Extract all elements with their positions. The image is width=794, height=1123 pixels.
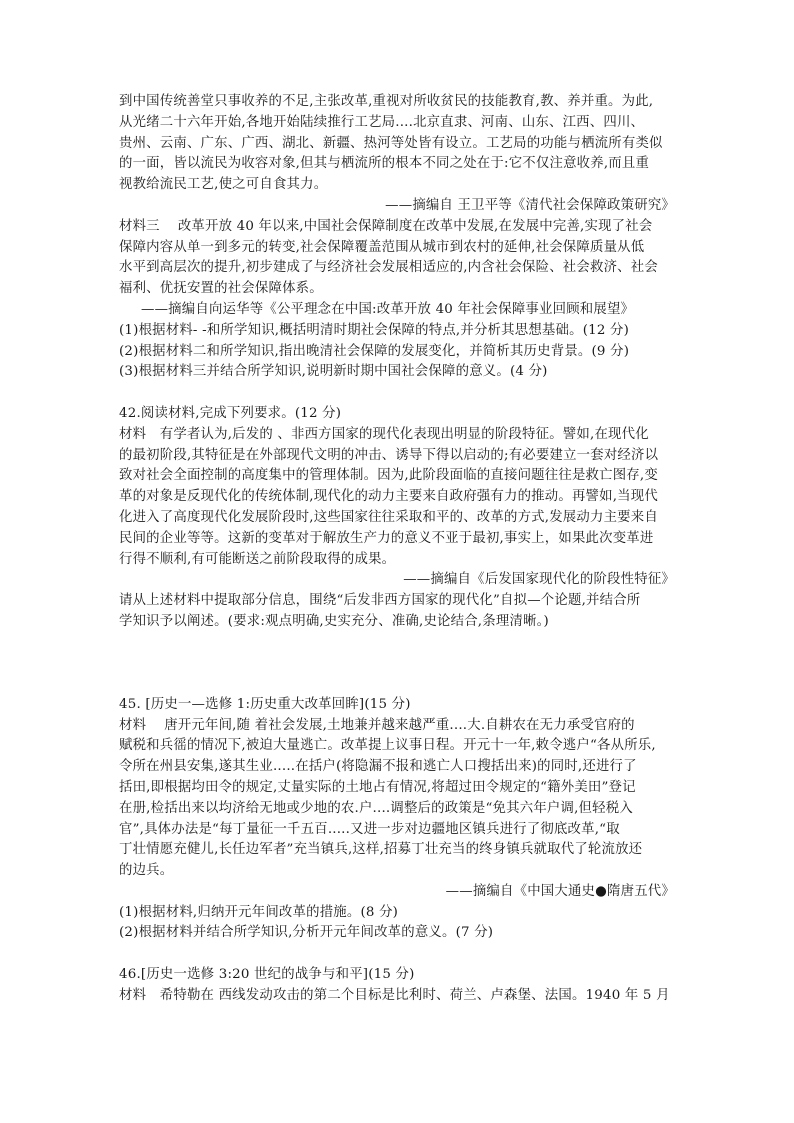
source-citation: ——摘编自《后发国家现代化的阶段性特征》 <box>403 572 675 588</box>
text-line: 材料三 改革开放 40 年以来,中国社会保障制度在改革中发展,在发展中完善,实现了社会 <box>119 218 653 234</box>
text-line: 化进入了高度现代化发展阶段时,这些国家往往采取和平的、改革的方式,发展动力主要来自 <box>119 509 658 525</box>
spacer <box>119 633 675 695</box>
text-line: 赋税和兵徭的情况下,被迫大量逃亡。改革提上议事日程。开元十一年,敕令逃户“各从所乐, <box>119 738 656 754</box>
question-item: (2)根据材料并结合所学知识,分析开元年间改革的意义。(7 分) <box>119 925 494 941</box>
text-line: 令所在州县安集,遂其生业.....在括户(将隐漏不报和逃亡人口搜括出来)的同时,还进行了 <box>119 759 637 775</box>
question-item: (3)根据材料三并结合所学知识,说明新时期中国社会保障的意义。(4 分) <box>119 364 548 380</box>
text-line: 的一面，皆以流民为收容对象,但其与栖流所的根本不同之处在于:它不仅注意收养,而且重 <box>119 156 650 172</box>
question-item: (2)根据材料二和所学知识,指出晚清社会保障的发展变化，并简析其历史背景。(9 分) <box>119 343 630 359</box>
question-46 <box>119 965 675 1007</box>
text-line: 水平到高层次的提升,初步建成了与经济社会发展相适应的,内含社会保险、社会救济、社会 <box>119 260 658 276</box>
text-line: 民间的企业等等。这新的变革对于解放生产力的意义不亚于最初,事实上，如果此次变革进 <box>119 530 654 546</box>
spacer <box>119 383 675 404</box>
text-line: 贵州、云南、广东、广西、湖北、新疆、热河等处皆有设立。工艺局的功能与栖流所有类似 <box>119 135 663 151</box>
text-line: 的边兵。 <box>119 863 174 879</box>
text-line: 的最初阶段,其特征是在外部现代文明的冲击、诱导下得以启动的;有必要建立一套对经济以 <box>119 447 659 463</box>
text-line: 材料 唐开元年间,随 着社会发展,土地兼并越来越严重....大.自耕农在无力承受官府的 <box>119 717 635 733</box>
document-page <box>119 92 675 1007</box>
question-header: 45. [历史一—选修 1:历史重大改革回眸](15 分) <box>119 696 411 712</box>
text-line: 行得不顺利,有可能断送之前阶段取得的成果。 <box>119 551 396 567</box>
text-line: 到中国传统善堂只事收养的不足,主张改革,重视对所收贫民的技能教育,教、养并重。为此, <box>119 94 654 109</box>
text-line: 福利、优抚安置的社会保障体系。 <box>119 281 323 297</box>
text-line: 在册,检括出来以均济给无地或少地的农.户....调整后的政策是“免其六年户调,但轻税入 <box>119 800 633 816</box>
text-line: 视教给流民工艺,使之可自食其力。 <box>119 177 328 193</box>
question-item: (1)根据材料- -和所学知识,概括明清时期社会保障的特点,并分析其思想基础。(12 分) <box>119 322 630 338</box>
text-line: 材料 希特勒在 西线发动攻击的第二个目标是比利时、荷兰、卢森堡、法国。1940 年 5 月 <box>119 987 670 1003</box>
text-line: 括田,即根据均田令的规定,丈量实际的土地占有情况,将超过田令规定的“籍外美田”登记 <box>119 779 636 795</box>
task-line: 请从上述材料中提取部分信息，围绕“后发非西方国家的现代化”自拟—个论题,并结合所 <box>119 593 641 609</box>
source-citation: ——摘编自《中国大通史●隋唐五代》 <box>445 883 675 899</box>
text-line: 从光绪二十六年开始,各地开始陆续推行工艺局....北京直隶、河南、山东、江西、四川、 <box>119 114 645 130</box>
source-citation: ——摘编自向运华等《公平理念在中国:改革开放 40 年社会保障事业回顾和展望》 <box>141 301 635 317</box>
text-line: 保障内容从单一到多元的转变,社会保障覆盖范围从城市到农村的延伸,社会保障质量从低 <box>119 239 645 255</box>
question-item: (1)根据材料,归纳开元年间改革的措施。(8 分) <box>119 904 399 920</box>
text-line: 材料 有学者认为,后发的 、非西方国家的现代化表现出明显的阶段特征。譬如,在现代化 <box>119 426 649 442</box>
source-citation: ——摘编自 王卫平等《清代社会保障政策研究》 <box>385 197 675 213</box>
text-line: 官”,具体办法是“每丁量征一千五百.....又进一步对边疆地区镇兵进行了彻底改革,“取 <box>119 821 620 837</box>
question-42 <box>119 404 675 633</box>
task-line: 学知识予以阐述。(要求:观点明确,史实充分、准确,史论结合,条理清晰。) <box>119 613 549 629</box>
spacer <box>119 944 675 965</box>
question-header: 46.[历史一选修 3:20 世纪的战争与和平](15 分) <box>119 967 415 983</box>
material-three <box>119 217 675 383</box>
text-line: 革的对象是反现代化的传统体制,现代化的动力主要来自政府强有力的推动。再譬如,当现代 <box>119 489 658 505</box>
material-two-continued <box>119 92 675 217</box>
text-line: 丁壮情愿充健儿,长任边军者”充当镇兵,这样,招募丁壮充当的终身镇兵就取代了轮流放还 <box>119 842 643 858</box>
question-45 <box>119 695 675 945</box>
question-header: 42.阅读材料,完成下列要求。(12 分) <box>119 405 342 421</box>
text-line: 致对社会全面控制的高度集中的管理体制。因为,此阶段面临的直接问题往往是救亡图存,变 <box>119 468 658 484</box>
